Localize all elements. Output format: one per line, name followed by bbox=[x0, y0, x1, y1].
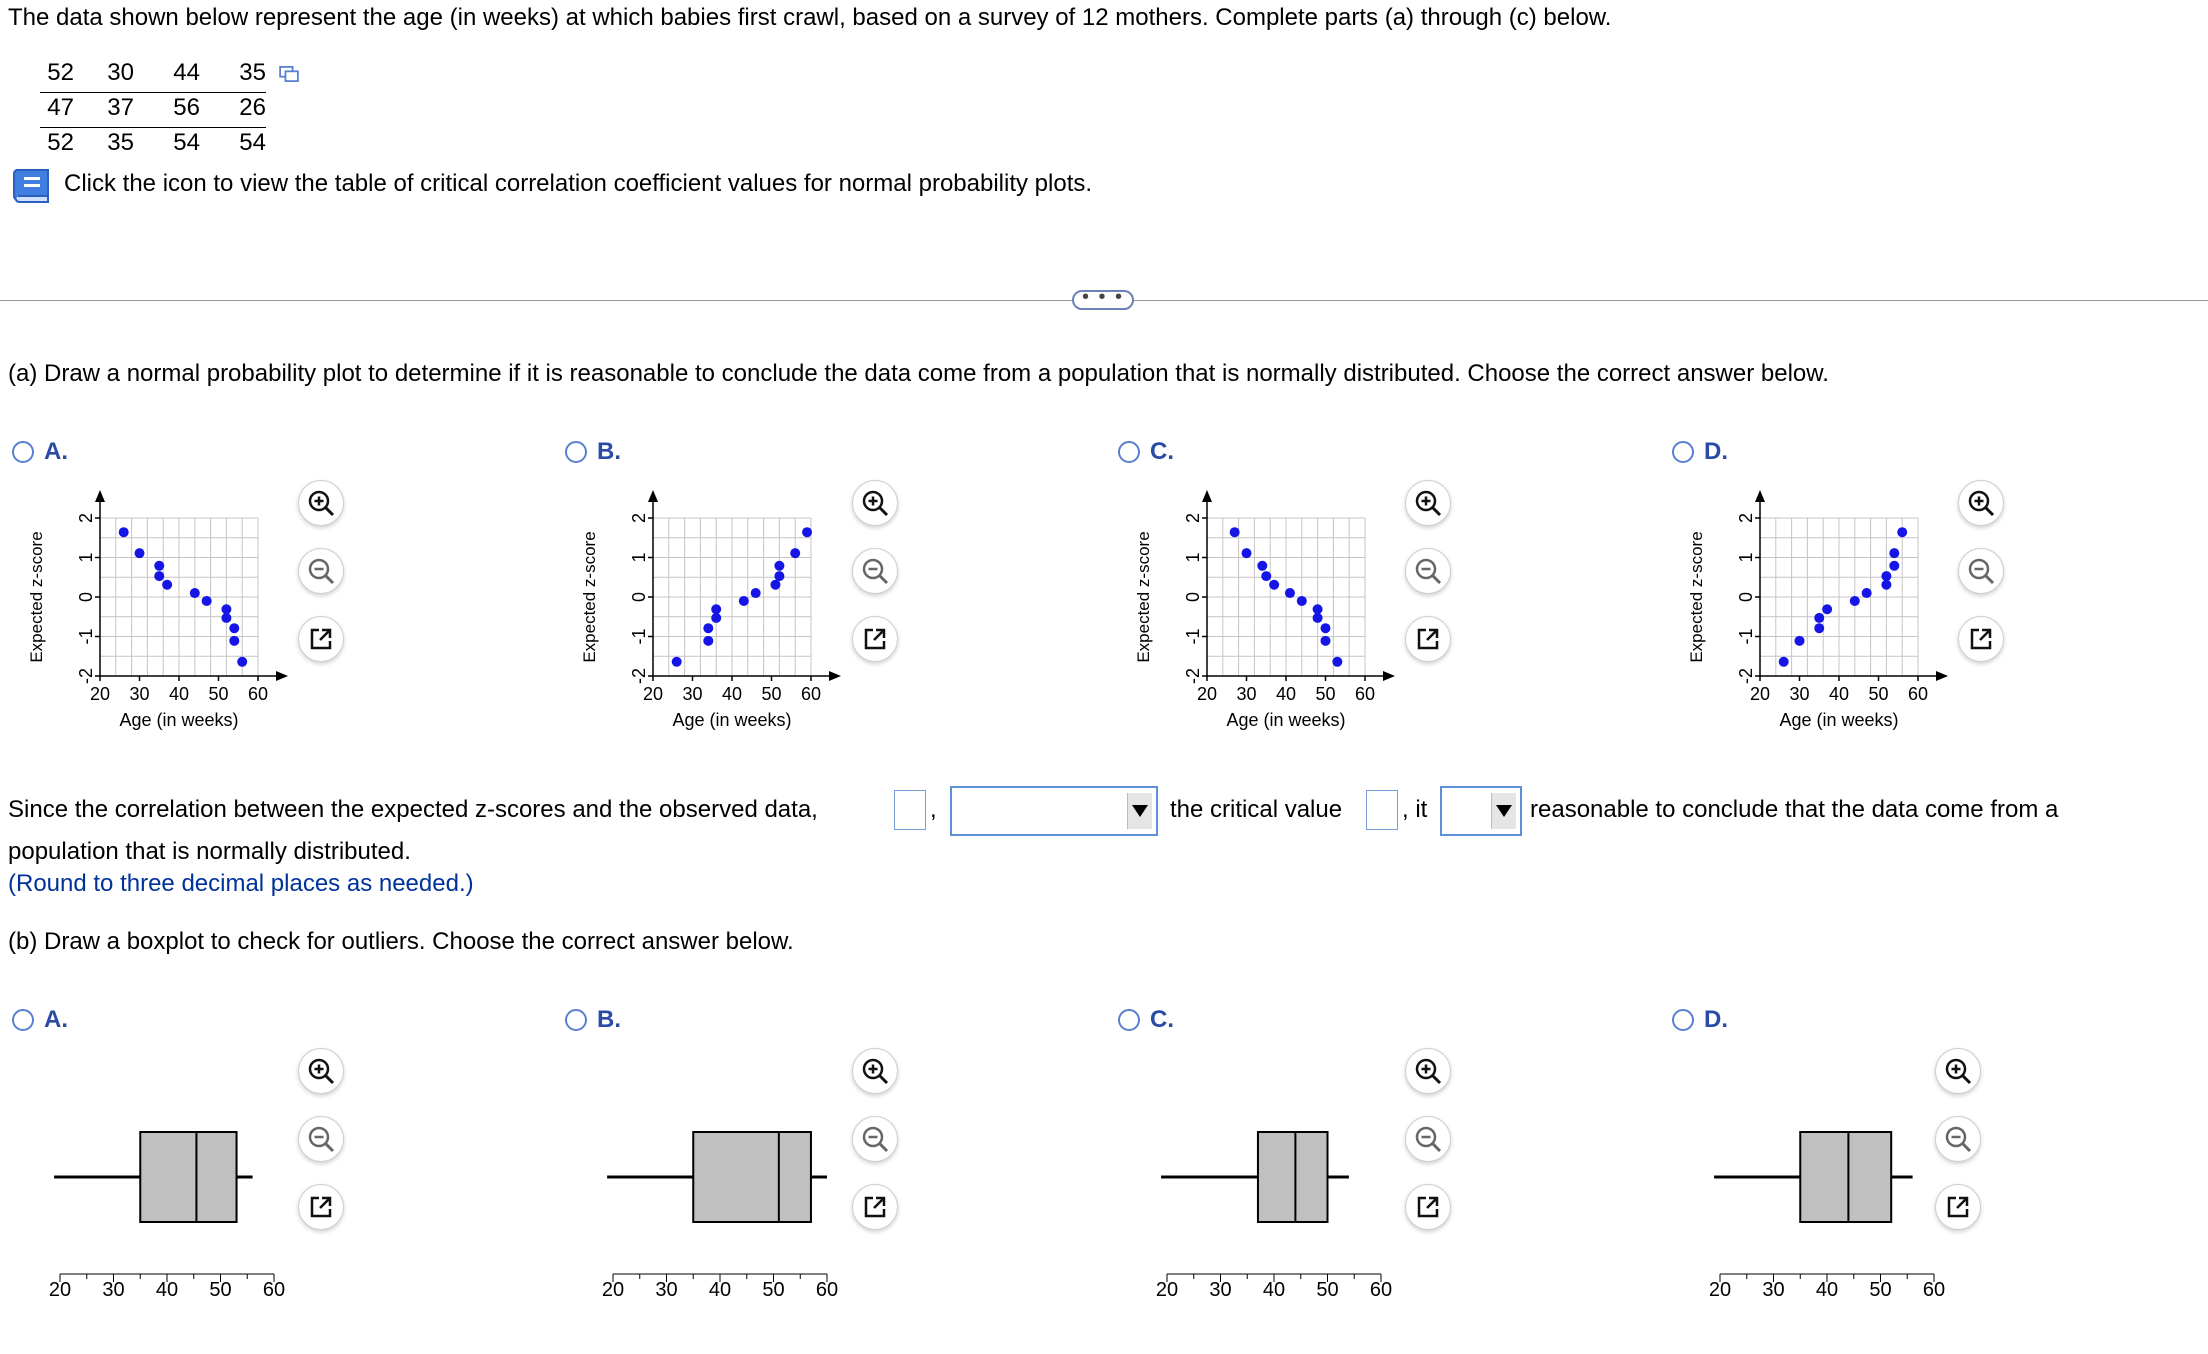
y-tick-label: 1 bbox=[75, 552, 96, 563]
table-cell: 26 bbox=[200, 93, 266, 128]
data-point bbox=[154, 571, 164, 581]
data-point bbox=[229, 636, 239, 646]
part-b-tools-d bbox=[1935, 1048, 1981, 1230]
y-tick-label: 2 bbox=[628, 512, 649, 524]
zoom-in-icon[interactable] bbox=[298, 480, 344, 526]
data-point bbox=[119, 527, 129, 537]
x-tick-label: 30 bbox=[129, 684, 150, 704]
y-tick-label: 1 bbox=[1735, 552, 1756, 563]
data-point bbox=[1881, 571, 1891, 581]
data-point bbox=[1889, 561, 1899, 571]
npp-plot-a bbox=[20, 480, 290, 745]
x-tick-label: 30 bbox=[1789, 684, 1810, 704]
axis-tick-label: 30 bbox=[655, 1279, 678, 1301]
axis-tick-label: 50 bbox=[1869, 1279, 1892, 1301]
y-tick-label: 2 bbox=[1735, 512, 1756, 524]
table-row bbox=[40, 93, 266, 128]
part-b-tools-c bbox=[1405, 1048, 1451, 1230]
sentence-part-4: reasonable to conclude that the data come from a bbox=[1530, 796, 2059, 823]
y-tick-label: 2 bbox=[75, 512, 96, 524]
data-point bbox=[1332, 657, 1342, 667]
data-point bbox=[135, 548, 145, 558]
box bbox=[1800, 1132, 1891, 1222]
data-point bbox=[672, 657, 682, 667]
critical-value-input[interactable] bbox=[1366, 790, 1398, 830]
x-axis-label: Age (in weeks) bbox=[672, 710, 792, 730]
option-letter: D. bbox=[1704, 438, 1728, 465]
intro-text: The data shown below represent the age (in weeks) at which babies first crawl, based on a survey of 12 mothers. Complete parts (a) through (c) below. bbox=[8, 4, 1612, 31]
data-point bbox=[739, 596, 749, 606]
data-point bbox=[154, 561, 164, 571]
data-point bbox=[1850, 596, 1860, 606]
part-a-option-d[interactable] bbox=[1672, 438, 1728, 466]
box bbox=[693, 1132, 811, 1222]
comparison-dropdown[interactable] bbox=[950, 786, 1158, 836]
radio-button[interactable] bbox=[1672, 1009, 1694, 1031]
sentence-part-3: , it bbox=[1402, 796, 1428, 823]
x-tick-label: 50 bbox=[761, 684, 782, 704]
data-point bbox=[1889, 548, 1899, 558]
data-point bbox=[1297, 596, 1307, 606]
y-tick-label: 1 bbox=[1182, 552, 1203, 563]
axis-tick-label: 40 bbox=[708, 1279, 732, 1301]
x-axis-label: Age (in weeks) bbox=[1779, 710, 1899, 730]
x-tick-label: 60 bbox=[247, 684, 269, 704]
x-tick-label: 20 bbox=[89, 684, 111, 704]
x-tick-label: 40 bbox=[168, 684, 190, 704]
x-axis-label: Age (in weeks) bbox=[1226, 710, 1346, 730]
zoom-in-icon[interactable] bbox=[1405, 1048, 1451, 1094]
dropdown-arrow-icon[interactable] bbox=[1491, 793, 1516, 829]
sentence-part-5: population that is normally distributed. bbox=[8, 838, 411, 865]
zoom-out-icon[interactable] bbox=[852, 1116, 898, 1162]
book-link-text[interactable]: Click the icon to view the table of critical correlation coefficient values for normal probability plots. bbox=[64, 170, 1093, 197]
data-point bbox=[1862, 588, 1872, 598]
radio-button[interactable] bbox=[12, 441, 34, 463]
axis-tick-label: 20 bbox=[601, 1279, 625, 1301]
dropdown-arrow-icon[interactable] bbox=[1127, 793, 1152, 829]
data-point bbox=[1261, 571, 1271, 581]
data-point bbox=[1814, 613, 1824, 623]
x-tick-label: 60 bbox=[800, 684, 822, 704]
zoom-out-icon[interactable] bbox=[1935, 1116, 1981, 1162]
part-a-option-b[interactable] bbox=[565, 438, 621, 466]
data-point bbox=[221, 613, 231, 623]
table-cell: 47 bbox=[40, 93, 74, 128]
axis-tick-label: 60 bbox=[1922, 1279, 1946, 1301]
part-a-tools-c bbox=[1405, 480, 1451, 662]
data-point bbox=[1313, 613, 1323, 623]
option-letter: B. bbox=[597, 1006, 621, 1033]
data-point bbox=[1285, 588, 1295, 598]
zoom-in-icon[interactable] bbox=[1958, 480, 2004, 526]
boxplot-d bbox=[1690, 1090, 1970, 1315]
data-point bbox=[1897, 527, 1907, 537]
data-point bbox=[751, 588, 761, 598]
data-point bbox=[711, 604, 721, 614]
zoom-out-icon[interactable] bbox=[1405, 548, 1451, 594]
axis-tick-label: 20 bbox=[1708, 1279, 1732, 1301]
data-point bbox=[1242, 548, 1252, 558]
table-row bbox=[40, 128, 266, 163]
data-point bbox=[770, 580, 780, 590]
data-table-wrap bbox=[40, 58, 266, 162]
part-b-option-a[interactable] bbox=[12, 1006, 68, 1034]
data-point bbox=[703, 623, 713, 633]
part-b-option-d[interactable] bbox=[1672, 1006, 1728, 1034]
expand-icon[interactable] bbox=[852, 1184, 898, 1230]
sentence-comma: , bbox=[930, 796, 937, 823]
data-point bbox=[774, 571, 784, 581]
x-axis-label: Age (in weeks) bbox=[119, 710, 239, 730]
expand-icon[interactable] bbox=[298, 616, 344, 662]
data-point bbox=[1269, 580, 1279, 590]
axis-tick-label: 40 bbox=[1262, 1279, 1286, 1301]
table-cell: 54 bbox=[173, 129, 200, 156]
part-b-option-c[interactable] bbox=[1118, 1006, 1174, 1034]
expand-icon[interactable] bbox=[1405, 616, 1451, 662]
zoom-in-icon[interactable] bbox=[852, 480, 898, 526]
radio-button[interactable] bbox=[565, 441, 587, 463]
data-point bbox=[190, 588, 200, 598]
x-tick-label: 30 bbox=[1236, 684, 1257, 704]
x-tick-label: 40 bbox=[721, 684, 743, 704]
data-point bbox=[1881, 580, 1891, 590]
data-point bbox=[711, 613, 721, 623]
npp-plot-c bbox=[1127, 480, 1397, 745]
table-cell: 44 bbox=[134, 58, 200, 93]
y-tick-label: 2 bbox=[1182, 512, 1203, 524]
x-tick-label: 40 bbox=[1828, 684, 1850, 704]
expand-icon[interactable] bbox=[1935, 1184, 1981, 1230]
y-axis-label: Expected z-score bbox=[1687, 531, 1706, 663]
expand-icon[interactable] bbox=[1958, 616, 2004, 662]
npp-plot-b bbox=[573, 480, 843, 745]
data-point bbox=[237, 657, 247, 667]
data-point bbox=[162, 580, 172, 590]
axis-tick-label: 60 bbox=[815, 1279, 839, 1301]
data-point bbox=[1230, 527, 1240, 537]
radio-button[interactable] bbox=[1118, 1009, 1140, 1031]
x-axis-arrow bbox=[276, 671, 288, 681]
option-letter: A. bbox=[44, 1006, 68, 1033]
table-cell: 30 bbox=[74, 58, 134, 93]
zoom-out-icon[interactable] bbox=[298, 548, 344, 594]
data-point bbox=[802, 527, 812, 537]
x-tick-label: 40 bbox=[1275, 684, 1297, 704]
expand-ellipsis-button[interactable]: • • • bbox=[1072, 290, 1134, 310]
option-letter: C. bbox=[1150, 1006, 1174, 1033]
axis-tick-label: 60 bbox=[1369, 1279, 1393, 1301]
data-point bbox=[790, 548, 800, 558]
y-tick-label: -1 bbox=[628, 628, 649, 645]
data-point bbox=[1321, 623, 1331, 633]
sentence-part-1: Since the correlation between the expected z-scores and the observed data, bbox=[8, 796, 818, 823]
y-tick-label: -1 bbox=[1182, 628, 1203, 645]
x-axis-arrow bbox=[1383, 671, 1395, 681]
boxplot-c bbox=[1137, 1090, 1417, 1315]
data-point bbox=[774, 561, 784, 571]
y-tick-label: 0 bbox=[75, 591, 96, 603]
copy-data-icon[interactable] bbox=[278, 66, 300, 87]
part-a-option-a[interactable] bbox=[12, 438, 68, 466]
data-point bbox=[703, 636, 713, 646]
y-tick-label: -1 bbox=[1735, 628, 1756, 645]
part-b-prompt: (b) Draw a boxplot to check for outliers. Choose the correct answer below. bbox=[8, 928, 794, 955]
part-a-tools-b bbox=[852, 480, 898, 662]
y-tick-label: -2 bbox=[1735, 667, 1756, 685]
x-tick-label: 50 bbox=[1868, 684, 1889, 704]
y-axis-arrow bbox=[95, 490, 105, 502]
table-cell: 54 bbox=[239, 129, 266, 156]
x-tick-label: 20 bbox=[1749, 684, 1771, 704]
npp-plot-d bbox=[1680, 480, 1950, 745]
data-point bbox=[229, 623, 239, 633]
expand-icon[interactable] bbox=[1405, 1184, 1451, 1230]
table-row bbox=[40, 58, 266, 93]
data-table bbox=[40, 58, 266, 162]
part-b-tools-b bbox=[852, 1048, 898, 1230]
table-cell: 37 bbox=[74, 93, 134, 128]
axis-tick-label: 30 bbox=[102, 1279, 125, 1301]
data-point bbox=[1822, 604, 1832, 614]
y-tick-label: 0 bbox=[1735, 591, 1756, 603]
data-point bbox=[1321, 636, 1331, 646]
data-point bbox=[1313, 604, 1323, 614]
axis-tick-label: 20 bbox=[48, 1279, 72, 1301]
y-axis-label: Expected z-score bbox=[580, 531, 599, 663]
axis-tick-label: 60 bbox=[262, 1279, 286, 1301]
x-axis-arrow bbox=[1936, 671, 1948, 681]
data-point bbox=[1779, 657, 1789, 667]
table-cell: 35 bbox=[107, 129, 134, 156]
part-b-tools-a bbox=[298, 1048, 344, 1230]
x-tick-label: 30 bbox=[682, 684, 703, 704]
part-a-tools-d bbox=[1958, 480, 2004, 662]
y-tick-label: 1 bbox=[628, 552, 649, 563]
y-tick-label: -1 bbox=[75, 628, 96, 645]
table-cell: 52 bbox=[40, 58, 74, 93]
sentence-part-2: the critical value bbox=[1170, 796, 1343, 823]
zoom-in-icon[interactable] bbox=[1405, 480, 1451, 526]
axis-tick-label: 50 bbox=[1316, 1279, 1339, 1301]
option-letter: C. bbox=[1150, 438, 1174, 465]
y-axis-arrow bbox=[648, 490, 658, 502]
data-point bbox=[221, 604, 231, 614]
expand-icon[interactable] bbox=[852, 616, 898, 662]
option-letter: D. bbox=[1704, 1006, 1728, 1033]
zoom-in-icon[interactable] bbox=[852, 1048, 898, 1094]
part-a-tools-a bbox=[298, 480, 344, 662]
x-axis-arrow bbox=[829, 671, 841, 681]
y-axis-label: Expected z-score bbox=[27, 531, 46, 663]
data-point bbox=[202, 596, 212, 606]
is-reasonable-dropdown[interactable] bbox=[1440, 786, 1522, 836]
axis-tick-label: 30 bbox=[1209, 1279, 1232, 1301]
x-tick-label: 20 bbox=[642, 684, 664, 704]
radio-button[interactable] bbox=[12, 1009, 34, 1031]
axis-tick-label: 20 bbox=[1155, 1279, 1179, 1301]
y-axis-arrow bbox=[1755, 490, 1765, 502]
table-cell: 56 bbox=[134, 93, 200, 128]
table-cell: 35 bbox=[200, 58, 266, 93]
axis-tick-label: 50 bbox=[209, 1279, 232, 1301]
x-tick-label: 60 bbox=[1354, 684, 1376, 704]
x-tick-label: 20 bbox=[1196, 684, 1218, 704]
option-letter: B. bbox=[597, 438, 621, 465]
expand-icon[interactable] bbox=[298, 1184, 344, 1230]
x-tick-label: 50 bbox=[208, 684, 229, 704]
y-tick-label: -2 bbox=[628, 667, 649, 685]
box bbox=[1258, 1132, 1328, 1222]
zoom-in-icon[interactable] bbox=[1935, 1048, 1981, 1094]
box bbox=[140, 1132, 236, 1222]
data-point bbox=[1795, 636, 1805, 646]
y-tick-label: 0 bbox=[1182, 591, 1203, 603]
data-point bbox=[1257, 561, 1267, 571]
y-tick-label: -2 bbox=[75, 667, 96, 685]
y-tick-label: -2 bbox=[1182, 667, 1203, 685]
part-b-option-b[interactable] bbox=[565, 1006, 621, 1034]
option-letter: A. bbox=[44, 438, 68, 465]
radio-button[interactable] bbox=[565, 1009, 587, 1031]
radio-button[interactable] bbox=[1118, 441, 1140, 463]
y-axis-arrow bbox=[1202, 490, 1212, 502]
x-tick-label: 50 bbox=[1315, 684, 1336, 704]
axis-tick-label: 40 bbox=[1815, 1279, 1839, 1301]
book-icon[interactable] bbox=[10, 166, 54, 211]
zoom-out-icon[interactable] bbox=[1958, 548, 2004, 594]
data-point bbox=[1814, 623, 1824, 633]
zoom-in-icon[interactable] bbox=[298, 1048, 344, 1094]
part-a-prompt: (a) Draw a normal probability plot to determine if it is reasonable to conclude the data come from a population that is normally distributed. Choose the correct answer below. bbox=[8, 360, 1829, 387]
axis-tick-label: 30 bbox=[1762, 1279, 1785, 1301]
table-cell: 52 bbox=[47, 129, 74, 156]
y-tick-label: 0 bbox=[628, 591, 649, 603]
x-tick-label: 60 bbox=[1907, 684, 1929, 704]
axis-tick-label: 50 bbox=[762, 1279, 785, 1301]
radio-button[interactable] bbox=[1672, 441, 1694, 463]
y-axis-label: Expected z-score bbox=[1134, 531, 1153, 663]
round-note: (Round to three decimal places as needed.) bbox=[8, 870, 474, 897]
boxplot-a bbox=[30, 1090, 310, 1315]
zoom-out-icon[interactable] bbox=[298, 1116, 344, 1162]
part-a-option-c[interactable] bbox=[1118, 438, 1174, 466]
correlation-input[interactable] bbox=[894, 790, 926, 830]
zoom-out-icon[interactable] bbox=[1405, 1116, 1451, 1162]
axis-tick-label: 40 bbox=[155, 1279, 179, 1301]
zoom-out-icon[interactable] bbox=[852, 548, 898, 594]
boxplot-b bbox=[583, 1090, 863, 1315]
